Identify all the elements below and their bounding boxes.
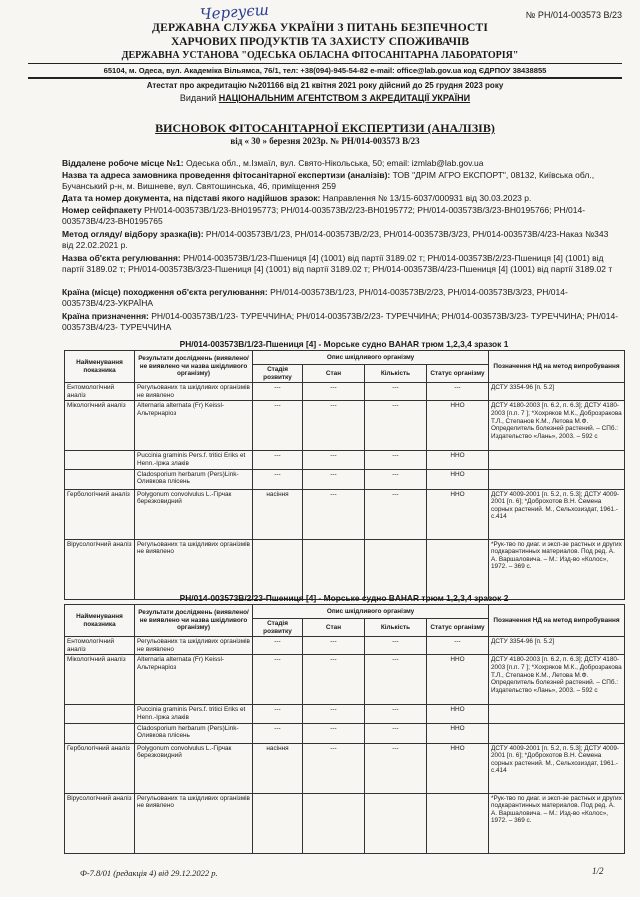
issued-by-line [28,93,622,103]
col-norm: Позначення НД на метод випробування [489,605,625,637]
cell-status: ННО [427,469,489,489]
cell-stage: --- [253,451,303,469]
cell-analysis: Гербологічний аналіз [65,489,135,539]
cell-quantity: --- [365,383,427,401]
cell-quantity: --- [365,469,427,489]
cell-analysis: Мікологічний аналіз [65,655,135,705]
table-row [65,383,625,401]
cell-state: --- [303,705,365,723]
cell-result: Alternaria alternata (Fr) Keissl-Альтернаріоз [135,401,253,451]
cell-norm [489,723,625,743]
table-row [65,723,625,743]
cell-status: ННО [427,451,489,469]
cell-status: ННО [427,743,489,793]
col-stage: Стадія розвитку [253,365,303,383]
table-row [65,637,625,655]
info-value: ТОВ "ДРІМ АГРО ЕКСПОРТ", 08132, Київська обл., Бучанський р-н, м. Вишневе, вул. Святошинська, 46, приміщення 259 [62,170,595,191]
cell-stage: насіння [253,489,303,539]
cell-state [303,539,365,599]
cell-result: Puccinia graminis Pers.f. tritici Eriks et Henn.-Іржа злаків [135,705,253,723]
cell-result: Регульованих та шкідливих організмів не виявлено [135,383,253,401]
cell-quantity: --- [365,637,427,655]
cell-result: Регульованих та шкідливих організмів не виявлено [135,637,253,655]
cell-stage: --- [253,383,303,401]
table-row [65,489,625,539]
table-row [65,655,625,705]
cell-status: ННО [427,655,489,705]
col-state: Стан [303,365,365,383]
table-row [65,705,625,723]
cell-state [303,793,365,853]
cell-stage: --- [253,655,303,705]
cell-result: Регульованих та шкідливих організмів не виявлено [135,793,253,853]
header-line-3: ДЕРЖАВНА УСТАНОВА "ОДЕСЬКА ОБЛАСНА ФІТОСАНІТАРНА ЛАБОРАТОРІЯ" [121,50,519,61]
cell-state: --- [303,637,365,655]
info-value: РН/014-003573В/1/23-Пшениця [4] (1001) від партії 3189.02 т; РН/014-003573В/2/23-Пшениця [4] (1001) від партії 3189.02 т; РН/014-003573В/3/23-Пшениця [4] (1001) від партії 3189.02 т; РН/014-003573В/4/23-Пшениця [4] (1001) від партії 3189.02 т [62,253,613,274]
results-table [64,350,625,600]
col-description: Опис шкідливого організму [253,605,489,619]
cell-analysis: Гербологічний аналіз [65,743,135,793]
info-row [62,158,622,169]
cell-result: Polygonum convolvulus L.-Гірчак березковидний [135,743,253,793]
cell-status [427,793,489,853]
cell-analysis: Вірусологічний аналіз [65,793,135,853]
cell-state: --- [303,401,365,451]
cell-norm: ДСТУ 4009-2001 [п. 5.2, п. 5.3]; ДСТУ 4009-2001 [п. 6]; *Доброхотов В.Н. Семена сорных растений. М., Сельхозиздат, 1961.-с.414 [489,743,625,793]
cell-stage: --- [253,705,303,723]
cell-state: --- [303,489,365,539]
cell-stage: --- [253,401,303,451]
col-norm: Позначення НД на метод випробування [489,351,625,383]
cell-result: Cladosporium herbarum (Pers)Link-Оливкова плісень [135,723,253,743]
cell-quantity: --- [365,451,427,469]
cell-analysis: Мікологічний аналіз [65,401,135,451]
cell-status: ННО [427,723,489,743]
info-value: РН/014-003573В/1/23-ВН0195773; РН/014-003573В/2/23-ВН0195772; РН/014-003573В/3/23-ВН0195766; РН/014-003573В/4/23-ВН0195765 [62,205,586,226]
col-status: Статус організму [427,619,489,637]
cell-norm: *Рук-тво по диаг. и эксп-зе растных и других подкарантинных материалов. Под ред. А. А. Варшаловича. – М.: Изд-во «Колос», 1972. – 369 с. [489,793,625,853]
cell-analysis: Ентомологічний аналіз [65,637,135,655]
info-label: Метод огляду/ відбору зразка(ів): [62,229,204,239]
cell-stage: --- [253,469,303,489]
cell-status [427,539,489,599]
page-number: 1/2 [592,866,604,876]
cell-analysis: Ентомологічний аналіз [65,383,135,401]
divider [28,77,622,79]
cell-quantity [365,793,427,853]
info-value: Одеська обл., м.Ізмаїл, вул. Свято-Нікольська, 50; email: izmlab@lab.gov.ua [186,158,484,168]
document-subtitle: від « 30 » березня 2023р. № РН/014-003573 В/23 [230,136,420,146]
info-value: РН/014-003573В/1/23- ТУРЕЧЧИНА; РН/014-003573В/2/23- ТУРЕЧЧИНА; РН/014-003573В/3/23- ТУРЕЧЧИНА; РН/014-003573В/4/23- ТУРЕЧЧИНА [62,311,619,332]
info-row [62,229,622,251]
cell-norm: ДСТУ 4009-2001 [п. 5.2, п. 5.3]; ДСТУ 4009-2001 [п. 6]; *Доброхотов В.Н. Семена сорных растений. М., Сельхозиздат, 1961.-с.414 [489,489,625,539]
cell-quantity: --- [365,723,427,743]
divider [28,63,622,64]
cell-norm [489,451,625,469]
info-row [62,311,622,333]
info-row [62,193,622,204]
col-state: Стан [303,619,365,637]
cell-quantity: --- [365,489,427,539]
col-results: Результати досліджень (виявлено/не виявлено чи назва шкідливого організму) [135,351,253,383]
header-line-1: ДЕРЖАВНА СЛУЖБА УКРАЇНИ З ПИТАНЬ БЕЗПЕЧНОСТІ [151,22,489,34]
document-title: ВИСНОВОК ФІТОСАНІТАРНОЇ ЕКСПЕРТИЗИ (АНАЛІЗІВ) [155,121,495,135]
table-caption: РН/014-003573В/2/23-Пшениця [4] - Морське судно BAHAR трюм 1,2,3,4 зразок 2 [179,593,509,603]
cell-analysis [65,451,135,469]
cell-norm: ДСТУ 3354-96 [п. 5.2] [489,383,625,401]
info-row [62,253,622,275]
cell-quantity [365,539,427,599]
table-caption: РН/014-003573В/1/23-Пшениця [4] - Морське судно BAHAR трюм 1,2,3,4 зразок 1 [179,339,509,349]
issued-by-prefix: Виданий [179,93,217,103]
cell-norm: ДСТУ 3354-96 [п. 5.2] [489,637,625,655]
cell-norm: ДСТУ 4180-2003 [п. 6.2, п. 6.3]; ДСТУ 4180-2003 [п.п. 7 ]; *Хохряков М.К., Доброзракова Т.Л., Степанов К.М., Летова М.Ф. Определитель болезней растений. – СПб.: Издательство «Лань», 2003. – 592 с [489,401,625,451]
cell-state: --- [303,655,365,705]
col-analysis: Найменування показника [65,351,135,383]
cell-status: ННО [427,401,489,451]
col-results: Результати досліджень (виявлено/не виявлено чи назва шкідливого організму) [135,605,253,637]
results-table [64,604,625,854]
table-row [65,451,625,469]
cell-norm: *Рук-тво по диаг. и эксп-зе растных и других подкарантинных материалов. Под ред. А. А. Варшаловича. – М.: Изд-во «Колос», 1972. – 369 с. [489,539,625,599]
cell-stage [253,793,303,853]
info-label: Номер сейфпакету [62,205,142,215]
cell-status: ННО [427,489,489,539]
cell-stage: --- [253,723,303,743]
col-analysis: Найменування показника [65,605,135,637]
info-label: Дата та номер документа, на підставі якого надійшов зразок: [62,193,321,203]
cell-state: --- [303,723,365,743]
info-value: РН/014-003573В/1/23, РН/014-003573В/2/23, РН/014-003573В/3/23, РН/014-003573В/4/23-УКРАЇНА [62,287,568,308]
info-value: РН/014-003573В/1/23, РН/014-003573В/2/23, РН/014-003573В/3/23, РН/014-003573В/4/23-Наказ №343 від 22.02.2021 р. [62,229,609,250]
info-value: Направлення № 13/15-6037/000931 від 30.03.2023 р. [322,193,532,203]
document-number: № РН/014-003573 В/23 [525,10,622,20]
cell-quantity: --- [365,705,427,723]
col-quantity: Кількість [365,365,427,383]
cell-quantity: --- [365,655,427,705]
cell-stage: --- [253,637,303,655]
cell-stage [253,539,303,599]
col-stage: Стадія розвитку [253,619,303,637]
cell-stage: насіння [253,743,303,793]
cell-analysis [65,723,135,743]
cell-status: --- [427,637,489,655]
info-row [62,205,622,227]
table-row [65,743,625,793]
info-row [62,287,622,309]
cell-status: --- [427,383,489,401]
cell-analysis [65,469,135,489]
col-description: Опис шкідливого організму [253,351,489,365]
info-label: Країна призначення: [62,311,149,321]
cell-quantity: --- [365,743,427,793]
table-row [65,401,625,451]
cell-result: Регульованих та шкідливих організмів не виявлено [135,539,253,599]
header-line-2: ХАРЧОВИХ ПРОДУКТІВ ТА ЗАХИСТУ СПОЖИВАЧІВ [170,36,470,48]
info-label: Віддалене робоче місце №1: [62,158,184,168]
cell-norm [489,705,625,723]
cell-state: --- [303,451,365,469]
col-quantity: Кількість [365,619,427,637]
table-row [65,539,625,599]
cell-status: ННО [427,705,489,723]
info-label: Назва та адреса замовника проведення фітосанітарної експертизи (аналізів): [62,170,391,180]
cell-result: Puccinia graminis Pers.f. tritici Eriks et Henn.-Іржа злаків [135,451,253,469]
info-row [62,170,622,192]
cell-result: Polygonum convolvulus L.-Гірчак березковидний [135,489,253,539]
cell-state: --- [303,743,365,793]
lab-address: 65104, м. Одеса, вул. Академіка Вільямса, 76/1, тел: +38(094)-945-54-82 e-mail: office@lab.gov.ua код ЄДРПОУ 38438855 [103,66,547,75]
cell-result: Alternaria alternata (Fr) Keissl-Альтернаріоз [135,655,253,705]
info-label: Країна (місце) походження об'єкта регулювання: [62,287,268,297]
cell-analysis: Вірусологічний аналіз [65,539,135,599]
cell-state: --- [303,383,365,401]
issued-by-agency: НАЦІОНАЛЬНИМ АГЕНТСТВОМ З АКРЕДИТАЦІЇ УКРАЇНИ [218,93,471,103]
accreditation-line: Атестат про акредитацію №201166 від 21 квітня 2021 року дійсний до 25 грудня 2023 року [146,81,504,90]
cell-state: --- [303,469,365,489]
handwritten-note: Чергуєш [199,0,270,24]
cell-quantity: --- [365,401,427,451]
info-label: Назва об'єкта регулювання: [62,253,181,263]
form-footer: Ф-7.8/01 (редакція 4) від 29.12.2022 р. [80,868,218,878]
table-row [65,793,625,853]
cell-norm: ДСТУ 4180-2003 [п. 6.2, п. 6.3]; ДСТУ 4180-2003 [п.п. 7 ]; *Хохряков М.К., Доброзракова Т.Л., Степанов К.М., Летова М.Ф. Определитель болезней растений. – СПб.: Издательство «Лань», 2003. – 592 с [489,655,625,705]
cell-norm [489,469,625,489]
cell-result: Cladosporium herbarum (Pers)Link-Оливкова плісень [135,469,253,489]
table-row [65,469,625,489]
cell-analysis [65,705,135,723]
col-status: Статус організму [427,365,489,383]
